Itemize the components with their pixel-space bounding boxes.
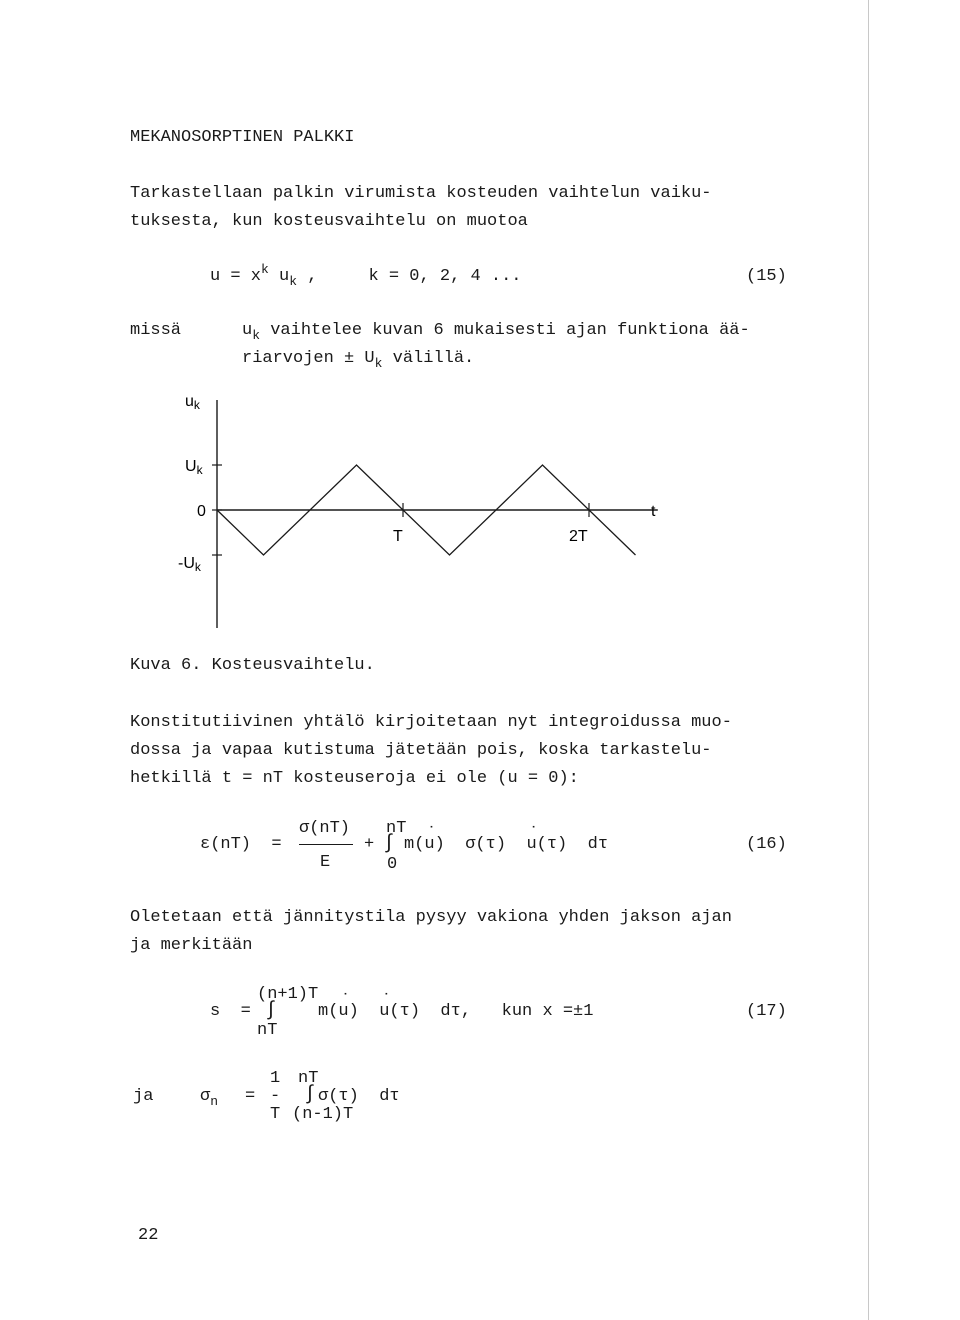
lower-amplitude-label-sub: k bbox=[194, 560, 201, 574]
zero-label: 0 bbox=[197, 503, 206, 520]
paragraph-3-line-1: Oletetaan että jännitystila pysyy vakiona yhden jakson ajan bbox=[130, 908, 732, 927]
eq18-subscript: n bbox=[210, 1094, 219, 1109]
page-number: 22 bbox=[138, 1226, 159, 1245]
where-text-2a: riarvojen ± U bbox=[242, 349, 375, 368]
paragraph-3-line-2: ja merkitään bbox=[130, 936, 253, 955]
where-u: u bbox=[242, 321, 253, 340]
eq17-m: m( bbox=[318, 1002, 339, 1021]
eq17-integral-sign: ∫ bbox=[265, 999, 278, 1022]
x-tick-label-2T: 2T bbox=[569, 528, 588, 545]
eq18-lead: ja bbox=[133, 1087, 154, 1106]
eq16-plus: + bbox=[364, 835, 375, 854]
lower-amplitude-label-main: -U bbox=[178, 555, 195, 572]
paragraph-2-line-2: dossa ja vapaa kutistuma jätetään pois, koska tarkastelu- bbox=[130, 741, 712, 760]
where-text-2b: välillä. bbox=[382, 349, 475, 368]
paragraph-2-line-1: Konstitutiivinen yhtälö kirjoitetaan nyt integroidussa muo- bbox=[130, 713, 732, 732]
eq17-lower-limit: nT bbox=[257, 1021, 278, 1040]
where-text-1: vaihtelee kuvan 6 mukaisesti ajan funktiona ää- bbox=[260, 321, 750, 340]
eq17-lhs: s = bbox=[210, 1002, 251, 1021]
eq16-integral-sign: ∫ bbox=[383, 832, 396, 855]
eq17-u-dot-1: ˙ u bbox=[338, 1002, 348, 1021]
eq17-upper-limit: (n+1)T bbox=[257, 985, 319, 1004]
section-heading: MEKANOSORPTINEN PALKKI bbox=[130, 128, 355, 147]
eq18-sigma bbox=[200, 1087, 219, 1109]
eq15-exponent: k bbox=[261, 262, 269, 277]
eq18-sigma-symbol: σ bbox=[200, 1087, 211, 1106]
equation-17-number: (17) bbox=[746, 1002, 787, 1021]
eq16-lhs: ε(nT) = bbox=[200, 835, 282, 854]
eq18-integral-sign: ∫ bbox=[304, 1083, 317, 1106]
eq16-lower-limit: 0 bbox=[387, 855, 398, 874]
eq18-fraction-top: 1 bbox=[270, 1069, 281, 1088]
eq17-integrand bbox=[318, 1003, 593, 1020]
paragraph-2-line-3: hetkillä t = nT kosteuseroja ei ole (u = 0): bbox=[130, 769, 579, 788]
intro-line-2: tuksesta, kun kosteusvaihtelu on muotoa bbox=[130, 212, 528, 231]
eq15-lhs: u = x bbox=[210, 267, 262, 286]
eq18-fraction-dash: - bbox=[270, 1087, 281, 1106]
eq18-lower-limit: (n-1)T bbox=[292, 1105, 354, 1124]
lower-amplitude-label bbox=[178, 555, 202, 574]
eq16-tail: (τ) dτ bbox=[536, 835, 609, 854]
chart-layer bbox=[212, 400, 658, 628]
equation-16-number: (16) bbox=[746, 835, 787, 854]
upper-amplitude-label bbox=[185, 458, 204, 477]
where-subscript: k bbox=[252, 328, 261, 343]
eq16-denominator: E bbox=[320, 853, 331, 872]
equation-15-number: (15) bbox=[746, 267, 787, 286]
eq16-u-dot-2: ˙ u bbox=[526, 835, 536, 854]
where-subscript-2: k bbox=[374, 356, 383, 371]
eq18-equals: = bbox=[245, 1087, 256, 1106]
eq15-u: u bbox=[268, 267, 290, 286]
x-axis-label: t bbox=[651, 503, 656, 520]
upper-amplitude-label-main: U bbox=[185, 458, 197, 475]
eq18-body: σ(τ) dτ bbox=[318, 1087, 400, 1106]
eq18-upper-limit: nT bbox=[298, 1069, 319, 1088]
eq16-numerator: σ(nT) bbox=[299, 819, 351, 838]
figure-caption: Kuva 6. Kosteusvaihtelu. bbox=[130, 656, 375, 675]
y-axis-label-main: u bbox=[185, 393, 194, 410]
eq16-upper-limit: nT bbox=[386, 819, 407, 838]
eq17-tail: (τ) dτ, kun x =±1 bbox=[389, 1002, 594, 1021]
eq17-m-close: ) bbox=[348, 1002, 380, 1021]
intro-line-1: Tarkastellaan palkin virumista kosteuden vaihtelun vaiku- bbox=[130, 184, 712, 203]
eq16-u-dot-1: ˙ u bbox=[424, 835, 434, 854]
eq16-fraction-bar bbox=[299, 844, 353, 845]
eq15-subscript: k bbox=[289, 274, 298, 289]
x-tick-label-T: T bbox=[393, 528, 403, 545]
eq16-m: m( bbox=[404, 835, 425, 854]
upper-amplitude-label-sub: k bbox=[196, 463, 203, 477]
eq16-m-close: ) σ(τ) bbox=[434, 835, 527, 854]
eq16-integrand bbox=[404, 836, 608, 853]
y-axis-label-sub: k bbox=[193, 398, 200, 412]
where-lead: missä bbox=[130, 321, 182, 340]
eq15-rest: , k = 0, 2, 4 ... bbox=[297, 267, 522, 286]
eq18-fraction-bottom: T bbox=[270, 1105, 281, 1124]
y-axis-label bbox=[185, 393, 201, 412]
eq17-u-dot-2: ˙ u bbox=[379, 1002, 389, 1021]
